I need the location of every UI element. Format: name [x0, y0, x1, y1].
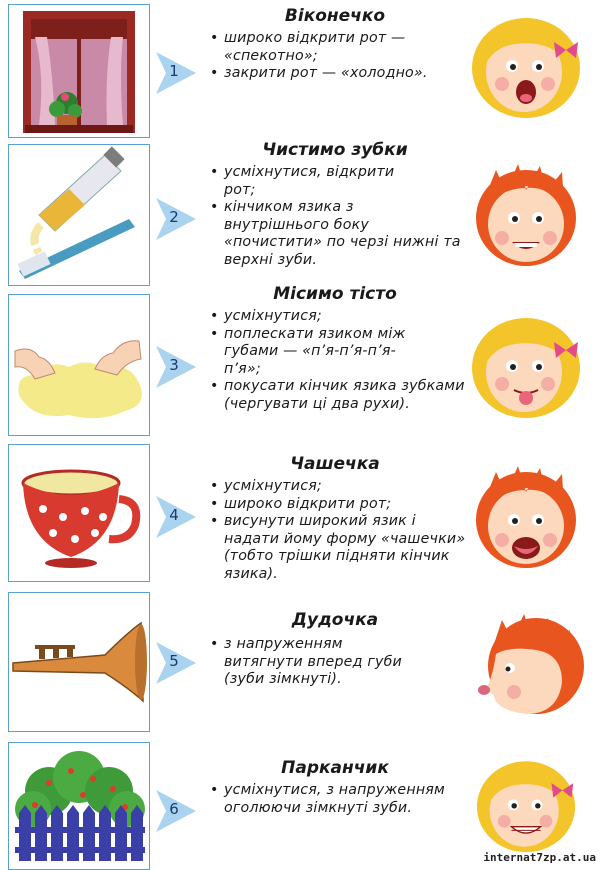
- exercise-title: Дудочка: [291, 610, 379, 630]
- cup-picture: [8, 444, 150, 582]
- step-arrow: [152, 494, 198, 540]
- step-item: • закрити рот — «холодно».: [210, 65, 472, 83]
- window-picture: [8, 4, 150, 138]
- exercise-title: Віконечко: [284, 6, 386, 26]
- step-list: [210, 308, 472, 413]
- step-number: 4: [169, 506, 179, 524]
- step-item: • усміхнутися;: [210, 478, 472, 496]
- face-picture: [466, 310, 586, 420]
- dough-hands-icon: [9, 295, 149, 435]
- step-list: [210, 782, 472, 817]
- dough-picture: [8, 294, 150, 436]
- fence-picture: [8, 742, 150, 870]
- trumpet-icon: [9, 593, 149, 731]
- step-list: [210, 636, 472, 689]
- toothbrush-toothpaste-icon: [9, 145, 149, 285]
- toothbrush-picture: [8, 144, 150, 286]
- boy-face-smile-icon: [466, 160, 586, 270]
- step-item: • кінчиком язика з внутрішнього боку «почистити» по черзі нижні та верхні зуби.: [210, 199, 472, 269]
- step-item: • усміхнутися, з напруженням оголюючи зімкнуті зуби.: [210, 782, 472, 817]
- step-item: • висунути широкий язик і надати йому форму «чашечки» (тобто трішки підняти кінчик язика).: [210, 513, 472, 583]
- step-arrow: [152, 344, 198, 390]
- step-list: [210, 30, 472, 83]
- girl-face-open-mouth-icon: [466, 10, 586, 120]
- red-cup-icon: [9, 445, 149, 581]
- face-picture: [466, 10, 586, 120]
- step-arrow: [152, 640, 198, 686]
- site-watermark: internat7zp.at.ua: [483, 851, 596, 864]
- step-item: • поплескати язиком між губами — «п’я-п’я-п’я-п’я»;: [210, 326, 472, 379]
- face-picture: [466, 462, 586, 572]
- fence-bush-icon: [9, 743, 149, 869]
- exercise-title: Парканчик: [281, 758, 389, 778]
- boy-profile-pursed-lips-icon: [466, 610, 586, 720]
- step-list: [210, 164, 472, 269]
- face-picture: [466, 160, 586, 270]
- step-number: 3: [169, 356, 179, 374]
- face-picture: [466, 610, 586, 720]
- step-item: • усміхнутися;: [210, 308, 472, 326]
- girl-face-teeth-smile-icon: [466, 754, 586, 854]
- exercise-title: Місимо тісто: [273, 284, 397, 304]
- step-number: 1: [169, 62, 179, 80]
- girl-face-tongue-out-icon: [466, 310, 586, 420]
- face-picture: [466, 754, 586, 864]
- step-item: • усміхнутися, відкрити рот;: [210, 164, 472, 199]
- window-icon: [9, 5, 149, 137]
- step-number: 2: [169, 208, 179, 226]
- boy-face-cup-tongue-icon: [466, 462, 586, 572]
- step-number: 5: [169, 652, 179, 670]
- exercise-title: Чашечка: [290, 454, 380, 474]
- step-arrow: [152, 50, 198, 96]
- step-item: • широко відкрити рот;: [210, 496, 472, 514]
- step-item: • широко відкрити рот — «спекотно»;: [210, 30, 472, 65]
- step-item: • покусати кінчик язика зубками (чергувати ці два рухи).: [210, 378, 472, 413]
- step-arrow: [152, 196, 198, 242]
- trumpet-picture: [8, 592, 150, 732]
- exercise-title: Чистимо зубки: [262, 140, 408, 160]
- step-arrow: [152, 788, 198, 834]
- step-number: 6: [169, 800, 179, 818]
- step-list: [210, 478, 472, 583]
- step-item: • з напруженням витягнути вперед губи (зуби зімкнуті).: [210, 636, 472, 689]
